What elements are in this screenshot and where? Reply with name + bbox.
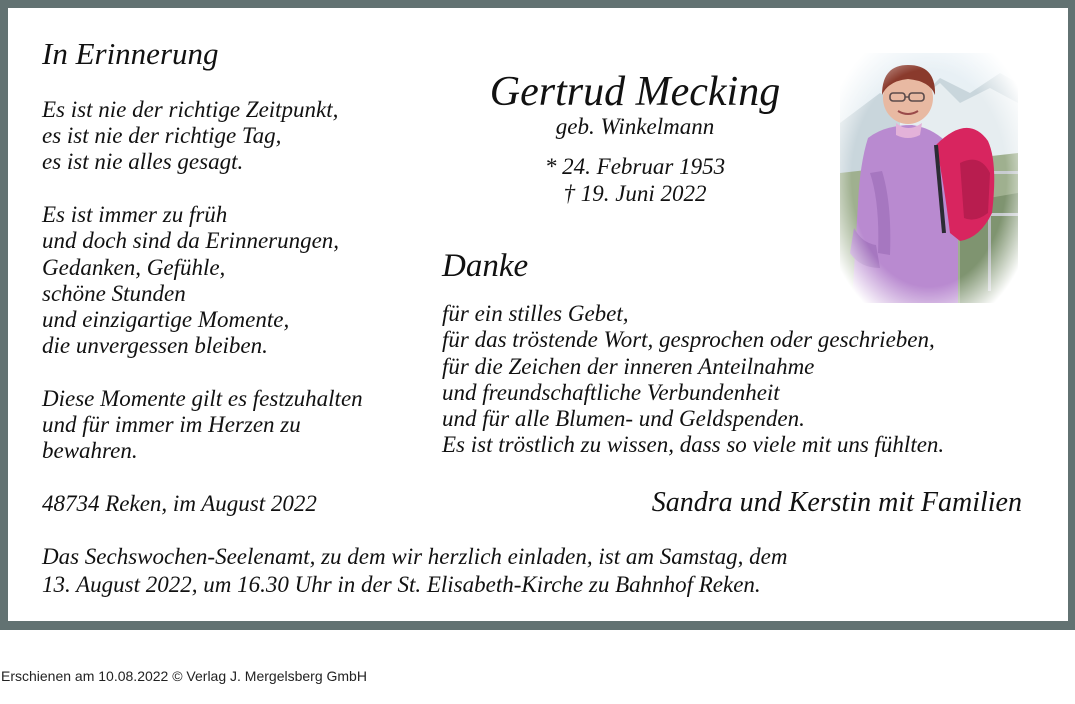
thanks-heading: Danke — [442, 248, 529, 284]
family-signature: Sandra und Kerstin mit Familien — [651, 487, 1022, 518]
thanks-line: und für alle Blumen- und Geldspenden. — [442, 406, 805, 432]
mass-line: Das Sechswochen-Seelenamt, zu dem wir herzlich einladen, ist am Samstag, dem — [42, 544, 788, 569]
poem-line: bewahren. — [42, 438, 138, 464]
death-date: † 19. Juni 2022 — [563, 180, 707, 206]
obituary-card — [8, 8, 1068, 621]
mass-announcement — [42, 543, 787, 598]
remembrance-heading: In Erinnerung — [42, 36, 219, 71]
poem-line: schöne Stunden — [42, 280, 186, 306]
poem-line: Es ist nie der richtige Zeitpunkt, — [42, 97, 339, 122]
poem-line: es ist nie alles gesagt. — [42, 149, 244, 175]
thanks-line: für die Zeichen der inneren Anteilnahme — [442, 353, 815, 379]
poem-line: Gedanken, Gefühle, — [42, 254, 226, 280]
mass-line: 13. August 2022, um 16.30 Uhr in der St. Elisabeth-Kirche zu Bahnhof Reken. — [42, 571, 761, 597]
place-date: 48734 Reken, im August 2022 — [42, 491, 317, 516]
poem-line: die unvergessen bleiben. — [42, 333, 268, 359]
poem-line: und für immer im Herzen zu — [42, 412, 301, 438]
poem-stanza-2 — [42, 202, 412, 359]
deceased-name: Gertrud Mecking — [489, 69, 781, 115]
poem-line: und doch sind da Erinnerungen, — [42, 228, 340, 254]
poem-stanza-3 — [42, 386, 412, 465]
life-dates — [482, 154, 788, 207]
birth-date: * 24. Februar 1953 — [544, 154, 726, 179]
poem-line: Es ist immer zu früh — [42, 202, 228, 228]
poem-stanza-1 — [42, 97, 412, 176]
thanks-line: und freundschaftliche Verbundenheit — [442, 379, 780, 405]
thanks-text — [442, 301, 944, 459]
poem-line: und einzigartige Momente, — [42, 306, 290, 332]
poem — [42, 97, 412, 491]
poem-line: es ist nie der richtige Tag, — [42, 123, 282, 149]
publication-footer: Erschienen am 10.08.2022 © Verlag J. Mergelsberg GmbH — [1, 668, 367, 684]
thanks-line: für das tröstende Wort, gesprochen oder geschrieben, — [442, 327, 935, 353]
poem-line: Diese Momente gilt es festzuhalten — [42, 385, 363, 411]
maiden-name: geb. Winkelmann — [555, 114, 715, 139]
thanks-line: für ein stilles Gebet, — [442, 301, 629, 326]
thanks-line: Es ist tröstlich zu wissen, dass so viele mit uns fühlten. — [442, 432, 945, 458]
portrait-photo — [840, 53, 1018, 303]
